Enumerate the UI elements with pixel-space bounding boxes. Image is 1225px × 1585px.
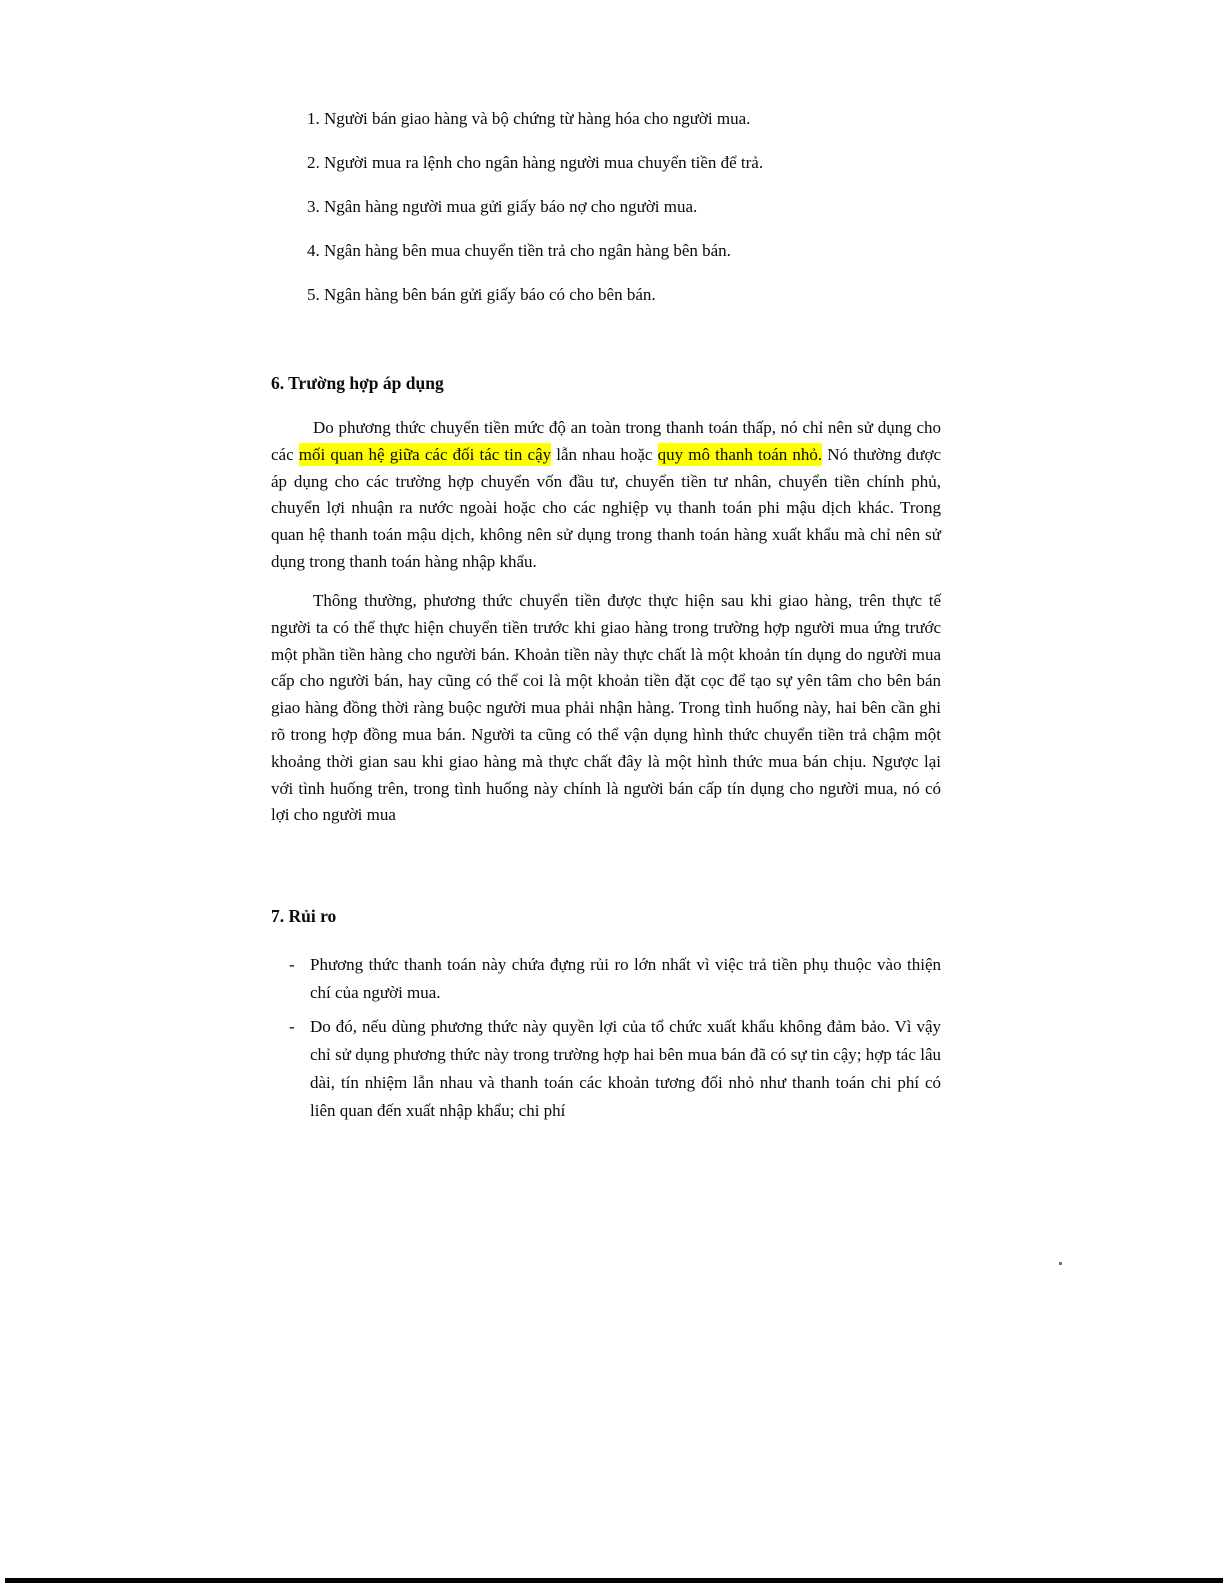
transfer-step — [307, 237, 967, 264]
use-cases-paragraph-1 — [271, 415, 941, 576]
paragraph-text: Nó thường được áp dụng cho các trường hợp chuyển vốn đầu tư, chuyển tiền tư nhân, chuyển tiền chính phủ, chuyển lợi nhuận ra nước ngoài hoặc cho các nghiệp vụ thanh toán phi mậu dịch khác. Trong quan hệ thanh toán mậu dịch, không nên sử dụng trong thanh toán hàng xuất khẩu mà chỉ nên sử dụng trong thanh toán hàng nhập khẩu. — [271, 444, 942, 571]
bullet-item — [289, 1013, 941, 1125]
step-number: 5. — [307, 285, 324, 304]
transfer-step — [307, 281, 967, 308]
step-text: Ngân hàng người mua gửi giấy báo nợ cho người mua. — [324, 197, 698, 216]
transfer-step — [307, 105, 967, 132]
bullet-item — [289, 951, 941, 1007]
bullet-dash: - — [289, 1017, 295, 1036]
bullet-dash: - — [289, 955, 295, 974]
step-number: 2. — [307, 153, 324, 172]
step-number: 4. — [307, 241, 324, 260]
use-cases-paragraph-2: Thông thường, phương thức chuyển tiền được thực hiện sau khi giao hàng, trên thực tế người ta có thể thực hiện chuyển tiền trước khi giao hàng trong trường hợp người mua ứng trước một phần tiền hàng cho người bán. Khoản tiền này thực chất là một khoản tín dụng do người mua cấp cho người bán, hay cũng có thể coi là một khoản tiền đặt cọc để tạo sự yên tâm cho bên bán giao hàng đồng thời ràng buộc người mua phải nhận hàng. Trong tình huống này, hai bên cần ghi rõ trong hợp đồng mua bán. Người ta cũng có thể vận dụng hình thức chuyển tiền trả chậm một khoảng thời gian sau khi giao hàng mà thực chất đây là một hình thức mua bán chịu. Ngược lại với tình huống trên, trong tình huống này chính là người bán cấp tín dụng cho người mua, nó có lợi cho người mua — [271, 591, 941, 825]
step-text: Người mua ra lệnh cho ngân hàng người mua chuyển tiền để trả. — [324, 153, 764, 172]
step-text: Người bán giao hàng và bộ chứng từ hàng hóa cho người mua. — [324, 109, 751, 128]
bullet-text: Phương thức thanh toán này chứa đựng rủi ro lớn nhất vì việc trả tiền phụ thuộc vào thiện chí của người mua. — [310, 955, 941, 1002]
paragraph-text: lẫn nhau hoặc — [551, 444, 658, 464]
scan-edge-bar — [5, 1578, 1223, 1583]
scan-artifact-dot — [1059, 1262, 1062, 1265]
section-heading-use-cases: 6. Trường hợp áp dụng — [271, 373, 444, 393]
step-number: 3. — [307, 197, 324, 216]
section-heading-risks: 7. Rủi ro — [271, 906, 337, 926]
bullet-text: Do đó, nếu dùng phương thức này quyền lợi của tổ chức xuất khẩu không đảm bảo. Vì vậy chỉ sử dụng phương thức này trong trường hợp hai bên mua bán đã có sự tin cậy; hợp tác lâu dài, tín nhiệm lẫn nhau và thanh toán các khoản tương đối nhỏ như thanh toán chi phí có liên quan đến xuất nhập khẩu; chi phí — [310, 1017, 941, 1120]
transfer-step — [307, 149, 967, 176]
step-text: Ngân hàng bên bán gửi giấy báo có cho bên bán. — [324, 285, 656, 304]
highlighted-text: mối quan hệ giữa các đối tác tin cậy — [298, 444, 552, 464]
paragraph-text: Do phương thức chuyển tiền mức độ an toàn trong thanh toán thấp, nó chỉ nên sử dụng cho các — [271, 418, 941, 464]
highlighted-text: quy mô thanh toán nhỏ. — [657, 444, 823, 464]
transfer-steps-list — [307, 105, 967, 325]
step-text: Ngân hàng bên mua chuyển tiền trả cho ngân hàng bên bán. — [324, 241, 731, 260]
transfer-step — [307, 193, 967, 220]
risk-bullets-list — [289, 951, 941, 1131]
step-number: 1. — [307, 109, 324, 128]
